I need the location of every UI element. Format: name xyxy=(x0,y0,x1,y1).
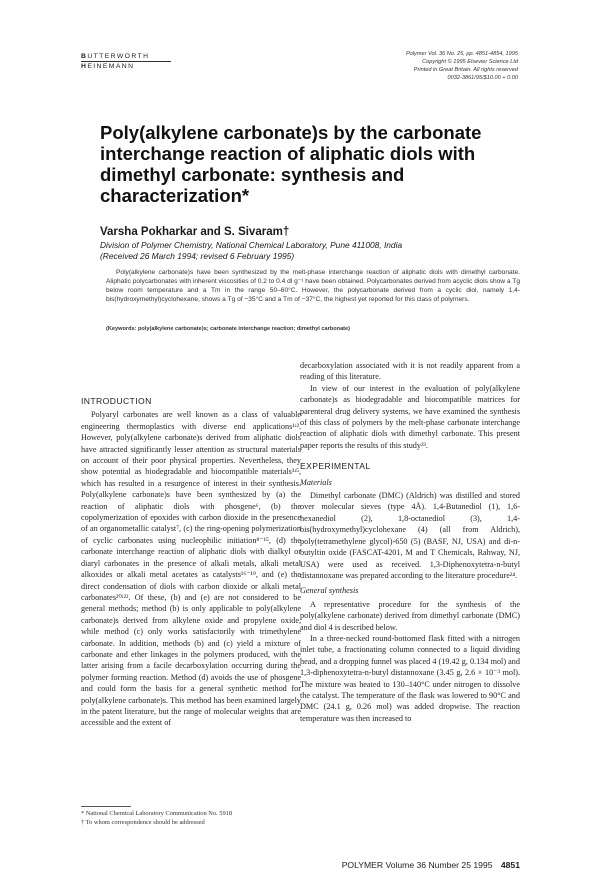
introduction-heading: INTRODUCTION xyxy=(81,396,152,406)
abstract: Poly(alkylene carbonate)s have been synthesized by the melt-phase interchange reaction of aliphatic diols with dimethyl carbonate. Aliphatic polycarbonates with inherent viscosities of 0.2 to 0.4 dl g⁻¹ have been obtained. Polycarbonates derived from acyclic diols show a Tg below room temperature and a Tm in the range 50–60°C. However, the polycarbonate derived from a cyclic diol, namely 1,4-bis(hydroxymethyl)cyclohexane, shows a Tg of −35°C and a Tm of −37°C, the highest yet reported for this class of polymers. xyxy=(106,269,520,303)
materials-paragraph: Dimethyl carbonate (DMC) (Aldrich) was distilled and stored over molecular sieves (type 4Å). 1,4-Butanediol (1), 1,6-hexanediol (2), 1,8-octanediol (3), 1,4-bis(hydroxymethyl)cyclohexane (4) (all from Aldrich), poly(tetramethylene glycol)-650 (5) (BASF, NJ, USA) and di-n-butyltin oxide (FASCAT-4201, M and T Chemicals, Rahway, NJ, USA) were used as received. 1,3-Diphenoxytetra-n-butyl distannoxane was prepared according to the literature procedure²⁴. xyxy=(300,491,520,580)
journal-header-line: Copyright © 1995 Elsevier Science Ltd xyxy=(422,59,518,65)
footnote: * National Chemical Laboratory Communication No. 5918 xyxy=(81,810,233,817)
logo-line-2: HEINEMANN xyxy=(81,63,135,70)
journal-header xyxy=(400,50,518,82)
journal-header-line: Polymer Vol. 36 No. 25, pp. 4851-4854, 1995 xyxy=(405,51,518,57)
affiliation xyxy=(100,240,520,261)
synthesis-paragraph: In a three-necked round-bottomed flask fitted with a nitrogen inlet tube, a fractionating column connected to a liquid dividing head, and a dropping funnel was placed 4 (19.42 g, 0.134 mol) and 1,3-diphenoxytetra-n-butyl distannoxane (3.45 g, 2.6 × 10⁻³ mol). The mixture was heated to 130–140°C under nitrogen to dissolve the catalyst. The temperature of the flask was lowered to 90°C and DMC (24.1 g, 0.26 mol) was added dropwise. The reaction temperature was then increased to xyxy=(300,633,520,723)
body-paragraph: decarboxylation associated with it is not readily apparent from a reading of this literature. xyxy=(300,361,520,382)
experimental-heading: EXPERIMENTAL xyxy=(300,461,371,472)
footer-journal: POLYMER Volume 36 Number 25 1995 xyxy=(341,860,493,870)
footnote-rule xyxy=(81,806,131,807)
footnotes xyxy=(81,806,301,827)
left-column xyxy=(81,396,301,729)
paper-title: Poly(alkylene carbonate)s by the carbonate interchange reaction of aliphatic diols with dimethyl carbonate: synthesis and characterization* xyxy=(100,122,482,206)
keywords: (Keywords: poly(alkylene carbonate)s; carbonate interchange reaction; dimethyl carbonate) xyxy=(106,326,351,332)
authors: Varsha Pokharkar and S. Sivaram† xyxy=(100,226,290,238)
materials-heading: Materials xyxy=(300,477,332,487)
affiliation-institution: Division of Polymer Chemistry, National Chemical Laboratory, Pune 411008, India xyxy=(100,240,403,250)
journal-header-line: Printed in Great Britain. All rights reserved xyxy=(413,67,518,73)
right-column xyxy=(300,360,520,724)
synthesis-paragraph: A representative procedure for the synthesis of the poly(alkylene carbonate) derived from dimethyl carbonate (DMC) and diol 4 is described below. xyxy=(300,599,520,632)
page-number: 4851 xyxy=(500,860,520,870)
journal-header-line: 0032-3861/95/$10.00 + 0.00 xyxy=(447,75,518,81)
publisher-logo xyxy=(81,52,171,71)
page-footer xyxy=(300,860,520,870)
introduction-paragraph: Polyaryl carbonates are well known as a class of valuable engineering thermoplastics with diverse end applications¹ʴ². However, poly(alkylene carbonate)s derived from aliphatic diols have attracted significantly lesser attention as structural materials on account of their poor physical properties. Nevertheless, they show potential as biodegradable and biocompatible materials³ʴ⁵, which has resulted in a resurgence of interest in their synthesis. Poly(alkylene carbonate)s have been synthesized by (a) the reaction of aliphatic diols with phosgene⁶, (b) the copolymerization of epoxides with carbon dioxide in the presence of an organometallic catalyst⁷, (c) the ring-opening polymerization of cyclic carbonates using nucleophilic initiation⁸⁻¹⁵, (d) the carbonate interchange reaction of aliphatic diols with dialkyl or diaryl carbonates in the presence of alkali metals, alkali metal alkoxides or alkali metal acetates as catalysts¹⁶⁻¹⁹, and (e) the direct condensation of diols with carbon dioxide or alkali metal carbonates²⁰ʴ²². Of these, (b) and (e) are not considered to be general methods; method (b) is only applicable to poly(alkylene carbonate)s derived from alkylene oxide and propylene oxide, while method (c) only works satisfactorily with trimethylene carbonate. In addition, methods (b) and (c) yield a mixture of carbonate and ether linkages in the polymers produced, with the latter arising from a facile decarboxylation occurring during the polymer forming reaction. Method (d) avoids the use of phosgene and could form the basis for a general synthetic method for poly(alkylene carbonate)s. This method has been examined largely in the patent literature, but the range of molecular weights that are accessible and the extent of xyxy=(81,410,301,728)
body-paragraph: In view of our interest in the evaluation of poly(alkylene carbonate)s as biodegradable and biocompatible matrices for parenteral drug delivery systems, we have examined the synthesis of this class of polymers by the melt-phase carbonate interchange reaction of aliphatic diols with dimethyl carbonate. This present paper reports the results of this study²³. xyxy=(300,383,520,450)
footnote: † To whom correspondence should be addressed xyxy=(81,818,205,826)
general-synthesis-heading: General synthesis xyxy=(300,586,359,596)
received-dates: (Received 26 March 1994; revised 6 February 1995) xyxy=(100,250,295,261)
logo-line-1: BUTTERWORTH xyxy=(81,53,150,60)
